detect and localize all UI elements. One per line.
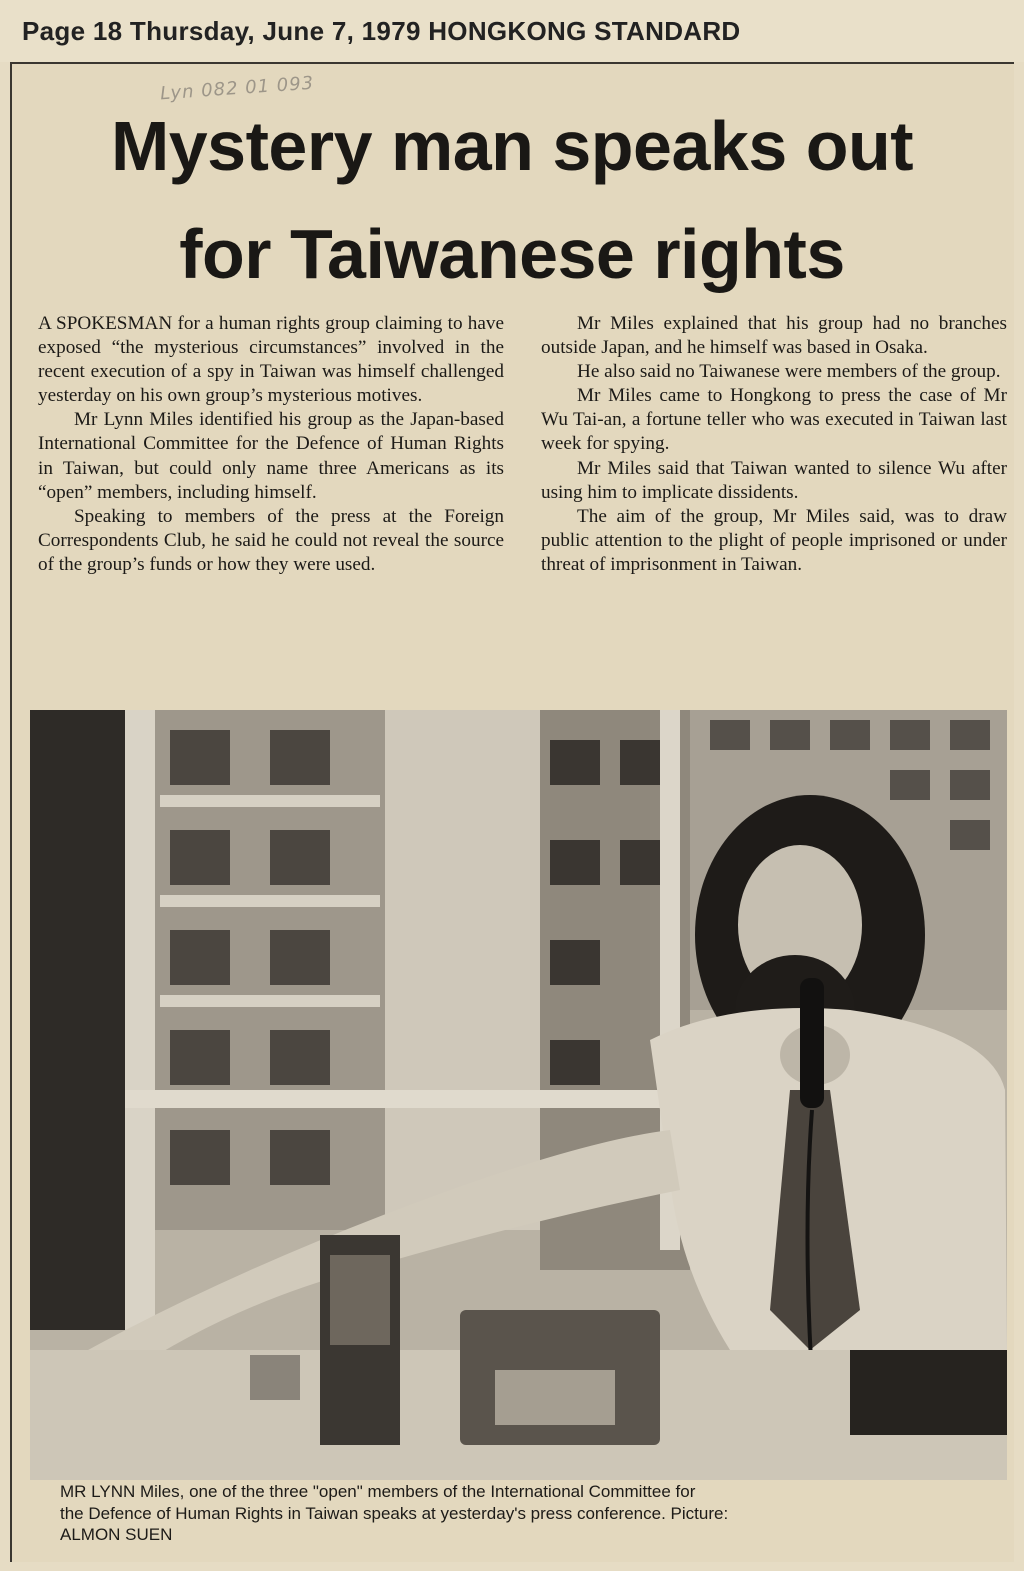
paragraph: The aim of the group, Mr Miles said, was to draw public attention to the plight of people imprisoned or under threat of imprisonment in Taiwan. [541,505,1007,575]
headline-line-2: for Taiwanese rights [179,215,845,293]
paragraph: A SPOKESMAN for a human rights group claiming to have exposed “the mysterious circumstances” involved in the recent execution of a spy in Taiwan was himself challenged yesterday on his own group’s mysterious motives. [38,313,504,407]
headline [40,92,984,308]
caption-line-3: ALMON SUEN [60,1525,173,1544]
handwritten-note: Lyn 082 01 093 [159,72,315,105]
photo-illustration [30,710,1007,1480]
caption-line-1: MR LYNN Miles, one of the three "open" members of the International Committee for [60,1482,696,1501]
paragraph: Mr Lynn Miles identified his group as the Japan-based International Committee for the Defence of Human Rights in Taiwan, but could only name three Americans as its “open” members, including himself. [38,409,504,503]
caption-line-2: the Defence of Human Rights in Taiwan speaks at yesterday's press conference. Picture: [60,1503,729,1523]
article-column-right [541,312,1007,577]
photo-caption [60,1481,1010,1546]
article-column-left [38,312,504,577]
paragraph: Mr Miles said that Taiwan wanted to silence Wu after using him to implicate dissidents. [541,457,1007,503]
paragraph: He also said no Taiwanese were members of the group. [577,361,1001,383]
paragraph: Speaking to members of the press at the Foreign Correspondents Club, he said he could not reveal the source of the group’s funds or how they were used. [38,505,504,575]
paragraph: Mr Miles explained that his group had no branches outside Japan, and he himself was based in Osaka. [541,313,1007,359]
headline-line-1: Mystery man speaks out [110,107,914,185]
news-photo [30,710,1007,1480]
paragraph: Mr Miles came to Hongkong to press the case of Mr Wu Tai-an, a fortune teller who was executed in Taiwan last week for spying. [541,385,1007,455]
masthead [0,0,1024,62]
page-header: Page 18 Thursday, June 7, 1979 HONGKONG STANDARD [22,16,741,46]
